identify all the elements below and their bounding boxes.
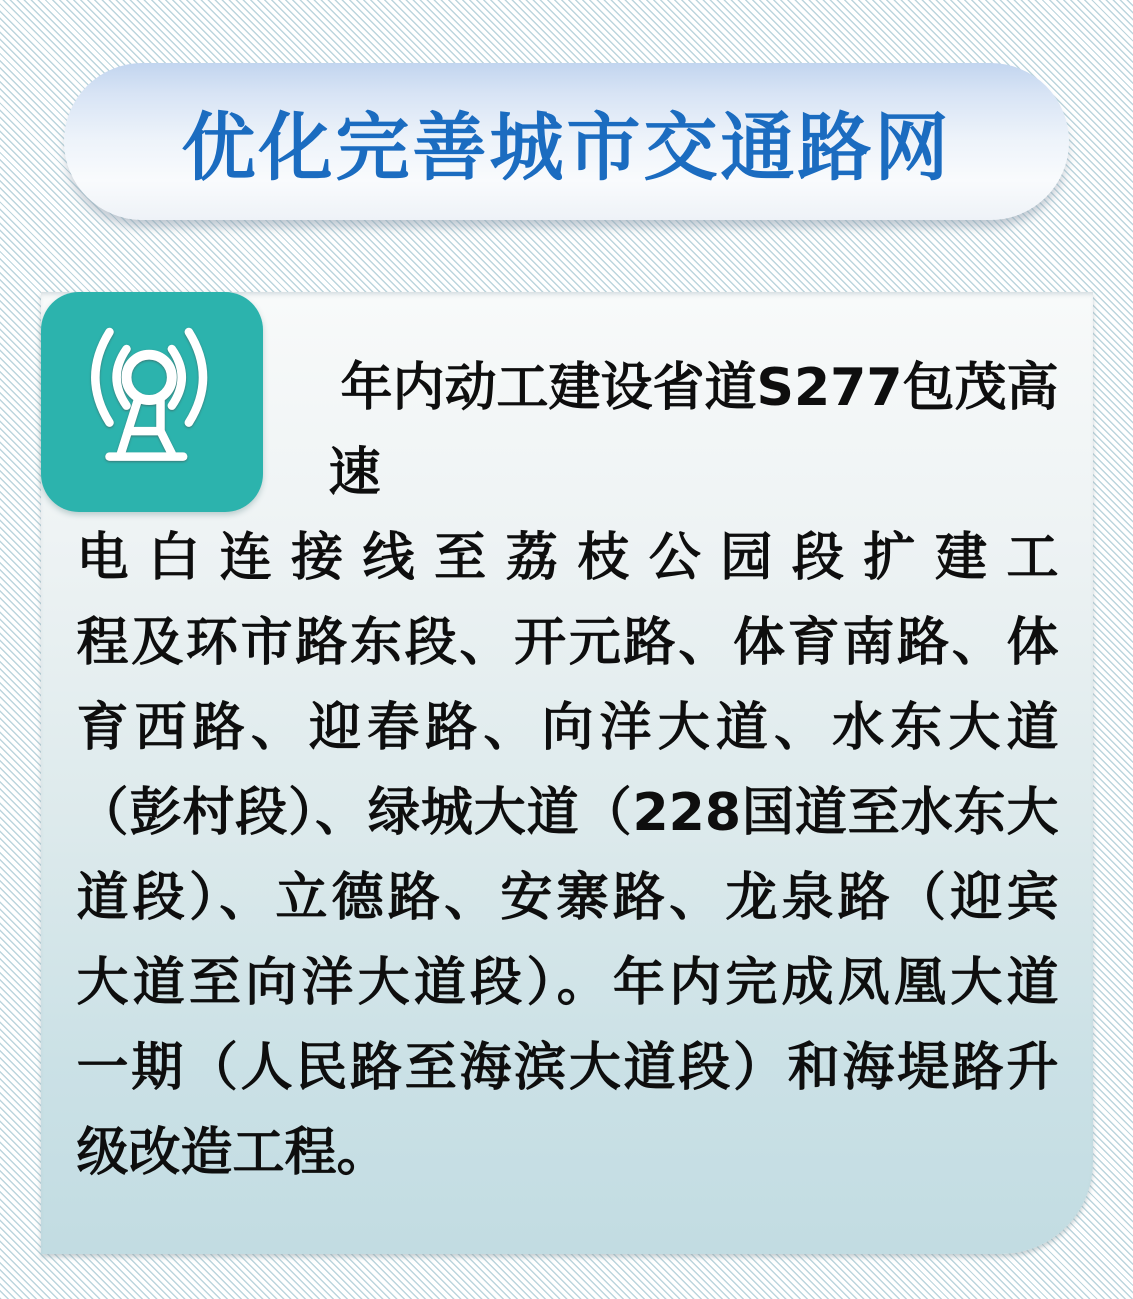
paragraph-line: 育西路、迎春路、向洋大道、水东大道 [76, 698, 1059, 758]
paragraph-line: 道段）、立德路、安寨路、龙泉路（迎宾 [76, 868, 1059, 928]
paragraph-line: 电白连接线至荔枝公园段扩建工 [76, 528, 1059, 588]
paragraph-line: 大道至向洋大道段）。年内完成凤凰大道 [76, 953, 1059, 1013]
paragraph-line: 程及环市路东段、开元路、体育南路、体 [76, 613, 1059, 673]
header-banner [64, 63, 1069, 220]
paragraph-line: （彭村段）、绿城大道（228国道至水东大 [76, 783, 1059, 843]
paragraph-line: 一期（人民路至海滨大道段）和海堤路升 [76, 1038, 1059, 1098]
broadcast-tower-icon [66, 315, 238, 489]
icon-tile [41, 292, 263, 512]
page-title: 优化完善城市交通路网 [181, 104, 952, 191]
paragraph-line: 级改造工程。 [76, 1123, 389, 1183]
paragraph-line: 年内动工建设省道S277包茂高速 [328, 358, 1059, 503]
content-card [41, 292, 1093, 1254]
